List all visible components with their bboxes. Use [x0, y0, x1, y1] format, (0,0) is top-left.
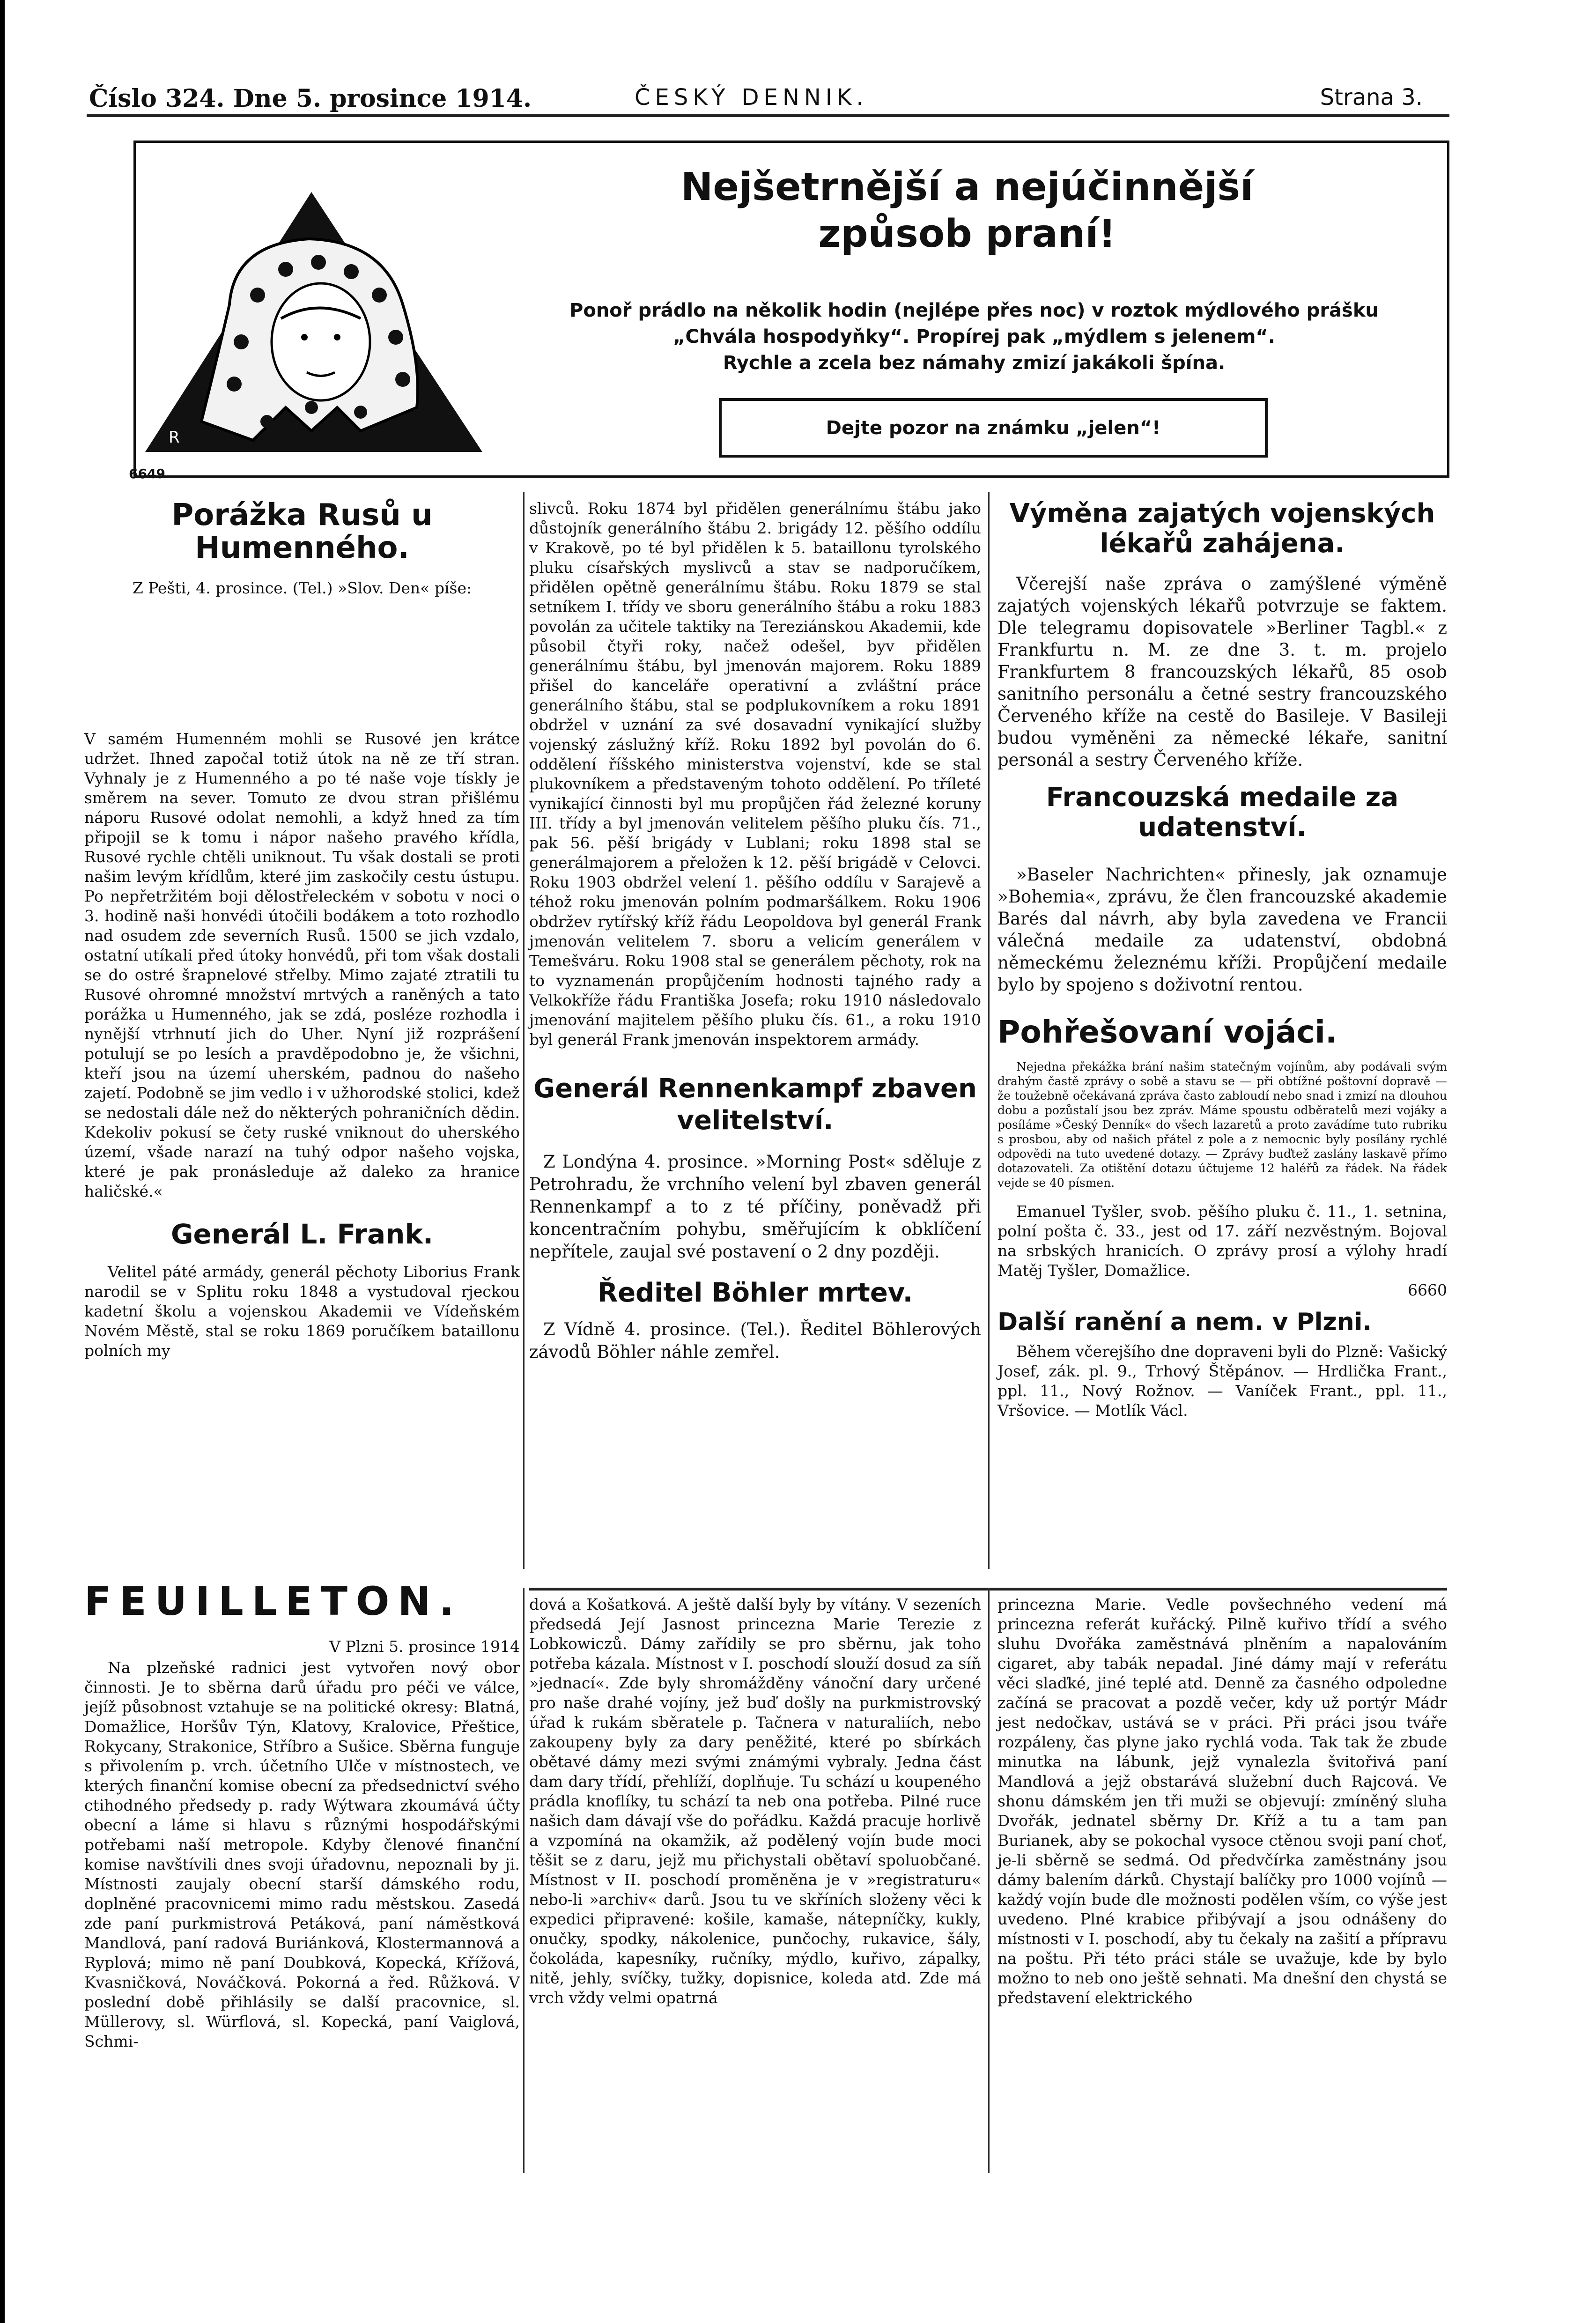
column-rule	[523, 1588, 525, 2173]
column-1	[84, 499, 520, 1361]
feuilleton-column-3: princezna Marie. Vedle povšechného vedení má princezna referát kuřácký. Pilně kuřivo třídí a svého sluhu Dvořáka zaměstnává plněním a napalováním cigaret, aby tabák nepadal. Jiné dámy mají v referátu věci slaďké, jiné teplé atd. Denně za časného odpoledne začíná se pracovat a pozdě večer, kdy už portýr Mádr jest nedočkav, ustává se v práci. Při práci jsou tváře rozpáleny, čas plyne jako rychlá voda. Tak tak že zbude minutka na lábunk, jejž vynalezla švitořivá paní Mandlová a jejž obstarává služební duch Rajcová. Ve shonu dámském jen tři muži se objevují: zmíněný sluha Dvořák, jednatel sběrny Dr. Kříž a tu a tam pan Burianek, aby se pokochal vysoce ctěnou svoji paní choť, je-li sběrně se sedmá. Od předvčírka zaměstnány jsou dámy balením dárků. Chystají balíčky pro 1000 vojínů — každý vojín bude dle možnosti podělen vším, co výše jest uvedeno. Plné krabice přibývají a jsou odnášeny do místnosti v I. poschodí, aby tu čekaly na zašití a přípravu na poštu. Při této práci stále se uvažuje, kde by bylo možno to neb ono ještě sehnati. Ma dnešní den chystá se představení elektrického	[998, 1595, 1447, 2007]
scan-edge	[0, 0, 5, 2323]
notice-code: 6660	[1408, 1281, 1447, 1299]
issue-date: Číslo 324. Dne 5. prosince 1914.	[89, 84, 532, 113]
dateline: Z Pešti, 4. prosince. (Tel.) »Slov. Den« píše:	[132, 579, 472, 597]
ad-body-line-2: Rychle a zcela bez námahy zmizí jakákoli špína.	[723, 352, 1226, 374]
article-paragraph: Z Londýna 4. prosince. »Morning Post« sděluje z Petrohradu, že vrchního velení byl zbaven generál Rennenkampf a to z té příčiny, poněvadž při koncentračním pohybu, směřujícím k obklíčení nepřítele, zaujal své postavení o 2 dny později.	[529, 1152, 981, 1262]
ad-body	[539, 297, 1410, 376]
feuilleton-column-1: Na plzeňské radnici jest vytvořen nový obor činnosti. Je to sběrna darů úřadu pro péči ve válce, jejíž působnost vztahuje se na politické okresy: Blatná, Domažlice, Horšův Týn, Klatovy, Kralovice, Přeštice, Rokycany, Strakonice, Stříbro a Sušice. Sběrna funguje s přivolením p. vrch. účetního Ulče v místnostech, ve kterých finanční komise obecní za předsednictví svého ctihodného předsedy p. rady Wýtwara zkoumává účty obecní a láme si hlavu s různými hospodářskými potřebami naší metropole. Kdyby členové finanční komise navštívili dnes svoji úřadovnu, nepoznali by ji. Místnosti zaujaly obecní starší dámského rodu, doplněné pracovnicemi mimo radu městskou. Zasedá zde paní purkmistrová Petáková, paní náměstková Mandlová, paní radová Buriánková, Klostermannová a Ryplová; mimo ně paní Doubková, Kopecká, Křížová, Kvasničková, Nováčková. Pokorná a řed. Růžková. V poslední době přihlásily se další pracovnice, sl. Müllerovy, sl. Würflová, sl. Kopecká, paní Vaiglová, Schmi-	[84, 1658, 520, 2050]
ad-body-line-1: Ponoř prádlo na několik hodin (nejlépe přes noc) v roztok mýdlového prášku „Chvála hospodyňky“. Propírej pak „mýdlem s jelenem“.	[569, 300, 1379, 348]
feuilleton-column-2: dová a Košatková. A ještě další byly by vítány. V sezeních předsedá Její Jasnost princezna Marie Terezie z Lobkowiczů. Dámy zařídily se pro sběrnu, jak toho potřeba kázala. Místnost v I. poschodí slouží dosud za síň »jednací«. Zde byly shromážděny vánoční dary určené pro naše drahé vojíny, jež buď došly na purkmistrovský úřad k rukám sběratele p. Tačnera v naturaliích, nebo zakoupeny byly za dary peněžité, které po sbírkách obětavé dámy mezi svými známými vybraly. Jedna část dam dary třídí, přehlíží, doplňuje. Tu schází u koupeného prádla knoflíky, tu schází ta neb ona potřeba. Pilné ruce našich dam dávají vše do pořádku. Každá pracuje horlivě a vzpomíná na okamžik, až podělený vojín bude moci těšit se z daru, jejž mu přichystali obětaví spoluobčané. Místnost v II. poschodí proměněna je v »registraturu« nebo-li »archiv« darů. Jsou tu ve skříních složeny věci k expedici připravené: košile, kamaše, nátepníčky, kukly, onučky, spodky, nákolenice, punčochy, rukavice, šály, čokoláda, kapesníky, ručníky, mýdlo, kuřivo, zápalky, nitě, jehly, svíčky, tužky, dopisnice, koleda atd. Zde má vrch vždy velmi opatrná	[529, 1595, 981, 2007]
article-paragraph: »Baseler Nachrichten« přinesly, jak oznamuje »Bohemia«, zprávu, že člen francouzské akademie Barés dal návrh, aby byla zavedena ve Francii válečná medaile za udatenství, obdobná německému železnému kříži. Propůjčení medaile bylo by spojeno s doživotní rentou.	[998, 865, 1447, 995]
article-paragraph: V samém Humenném mohli se Rusové jen krátce udržet. Ihned započal totiž útok na ně ze tří stran. Vyhnaly je z Humenného a po té naše voje tískly je směrem na sever. Tomuto ze dvou stran přišlému náporu Rusové odolat nemohli, a když hned za tím připojil se k tomu i nápor našeho pravého křídla, Rusové rychle chtěli uniknout. Tu však dostali se proti našim levým křídlům, které jim zaskočily cestu ústupu. Po nepřetržitém boji dělostřeleckém v sobotu v noci o 3. hodině naši honvédi útočili bodákem a toto rozhodlo nad osudem zde severních Rusů. 1500 se jich vzdalo, ostatní utíkali před útoky honvédů, při tom však dostali se do ostré šrapnelové střelby. Mimo zajaté ztratili tu Rusové ohromné množství mrtvých a raněných a tato porážka u Humenného, jak se zdá, posléze rozhodla i nynější vtrhnutí jich do Uher. Nyní již rozprášení potulují se po lesích a pravděpodobno je, že všichni, kteří jsou na území uherském, padnou do našeho zajetí. Podobně se jim vedlo i v užhorodské stolici, kdež se nedostali dále než do některých pohraničních dědin. Kdekoliv pokusí se čety ruské vniknout do uherského území, všade narazí na tuhý odpor našeho vojska, které je pak pronásleduje až daleko za hranice haličské.«	[84, 730, 520, 1200]
column-2	[529, 499, 981, 1363]
ad-box	[133, 141, 1449, 478]
feuilleton-title: FEUILLETON.	[84, 1578, 463, 1624]
header-rule	[87, 114, 1449, 117]
article-paragraph: Včerejší naše zpráva o zamýšlené výměně zajatých vojenských lékařů potvrzuje se faktem. Dle telegramu dopisovatele »Berliner Tagbl.« z Frankfurtu n. M. ze dne 3. t. m. projelo Frankfurtem 8 francouzských lékařů, 85 osob sanitního personálu a četné sestry francouzského Červeného kříže na cestě do Basileje. V Basileji budou vyměněni za německé lékaře, sanitní personál a sestry Červeného kříže.	[998, 574, 1447, 770]
rubric-intro: Nejedna překážka brání našim statečným vojínům, aby podávali svým drahým častě zprávy o sobě a stavu se — při obtížné poštovní dopravě — že toužebně očekávaná zpráva často zabloudí nebo snad i zmizí na dlouhou dobu a pozůstalí jsou bez zpráv. Máme spoustu odběratelů mezi vojáky a posíláme »Český Denník« do všech lazaretů a proto zavádíme tuto rubriku s prosbou, aby od našich přátel z pole a z nemocnic byly posílány rychlé odpovědi na tuto uvedené dotazy. — Zprávy buďtež zaslány laskavě přímo dotazovateli. Za otištění dotazu účtujeme 12 haléřů za řádek. Na řádek vejde se 40 písmen.	[998, 1060, 1447, 1190]
article-paragraph: Z Vídně 4. prosince. (Tel.). Ředitel Böhlerových závodů Böhler náhle zemřel.	[529, 1319, 981, 1362]
column-rule	[988, 492, 990, 1569]
article-paragraph: slivců. Roku 1874 byl přidělen generálnímu štábu jako důstojník generálního štábu 2. brigády 12. pěšího oddílu v Krakově, po té byl přidělen k 5. bataillonu tyrolského pluku císařských myslivců a stav se nadporučíkem, přidělen opětně generálnímu štábu. Roku 1879 se stal setníkem I. třídy ve sboru generálního štábu a roku 1883 povolán za učitele taktiky na Tereziánskou Akademii, kde působil čtyři roky, načež odešel, byv přidělen generálnímu štábu, byl jmenován majorem. Roku 1889 přišel do kanceláře operativní a zvláštní práce generálního štábu, stal se podplukovníkem a roku 1891 obdržel v uznání za své dosavadní vynikající služby vojenský záslužný kříž. Roku 1892 byl povolán do 6. oddělení říšského ministerstva vojenství, kde se stal plukovníkem a představeným tohoto oddělení. Po tříleté vynikající činnosti byl mu propůjčen řád železné koruny III. třídy a byl jmenován velitelem pěšího pluku čís. 71., pak 56. pěší brigády v Lublani; roku 1898 stal se generálmajorem a přeložen k 12. pěší brigádě v Celovci. Roku 1903 obdržel velení 1. pěšího oddílu v Sarajevě a téhož roku jmenován polním podmaršálkem. Roku 1906 obdržev rytířský kříž řádu Leopoldova byl generál Frank jmenován velitelem 7. sboru a velicím generálem v Temešváru. Roku 1908 stal se generálem pěchoty, rok na to vyznamenán propůjčením hodnosti tajného rady a Velkokříže řádu Františka Josefa; roku 1910 následovalo jmenování majitelem pěšího pluku čís. 61., a roku 1910 byl generál Frank jmenován inspektorem armády.	[529, 499, 981, 1049]
woman-headscarf-illustration	[140, 187, 487, 457]
headline-humenne: Porážka Rusů u Humenného.	[171, 498, 433, 565]
article-paragraph: Velitel páté armády, generál pěchoty Liborius Frank narodil se v Splitu roku 1848 a vystudoval rjeckou kadetní školu a vojenskou Akademii ve Vídeňském Novém Městě, stal se roku 1869 poručíkem bataillonu polních my	[84, 1263, 520, 1360]
svg-text:R: R	[169, 428, 180, 447]
headline-bohler: Ředitel Böhler mrtev.	[597, 1278, 913, 1308]
headline-frank: Generál L. Frank.	[170, 1218, 434, 1250]
headline-wounded-plzen: Další ranění a nem. v Plzni.	[998, 1308, 1372, 1336]
ad-trademark-notice: Dejte pozor na známku „jelen“!	[719, 398, 1268, 458]
headline-rennenkampf: Generál Rennenkampf zbaven velitelství.	[533, 1073, 977, 1136]
column-rule	[523, 492, 525, 1569]
ad-code: 6649	[129, 466, 165, 481]
ad-headline: Nejšetrnější a nejúčinnější způsob praní!	[680, 165, 1254, 256]
paper-title: ČESKÝ DENNIK.	[635, 84, 868, 111]
column-rule	[988, 1588, 990, 2173]
headline-physician-exchange: Výměna zajatých vojenských lékařů zahájena.	[1009, 498, 1435, 559]
missing-soldier-notice: Emanuel Tyšler, svob. pěšího pluku č. 11., 1. setnina, polní pošta č. 33., jest od 17. září nezvěstným. Bojoval na srbských hranicích. O zprávy prosí a výlohy hradí Matěj Tyšler, Domažlice.	[998, 1202, 1447, 1280]
headline-missing-soldiers: Pohřešovaní vojáci.	[998, 1014, 1337, 1050]
wounded-list: Během včerejšího dne dopraveni byli do Plzně: Vašický Josef, zák. pl. 9., Trhový Štěpánov. — Hrdlička Frant., ppl. 11., Nový Rožnov. — Vaníček Frant., ppl. 11., Vršovice. — Motlík Václ.	[998, 1342, 1447, 1420]
column-3	[998, 499, 1447, 1420]
headline-french-medal: Francouzská medaile za udatenství.	[1046, 782, 1399, 843]
feuilleton-dateline: V Plzni 5. prosince 1914	[329, 1637, 520, 1656]
page-number: Strana 3.	[1320, 84, 1423, 111]
